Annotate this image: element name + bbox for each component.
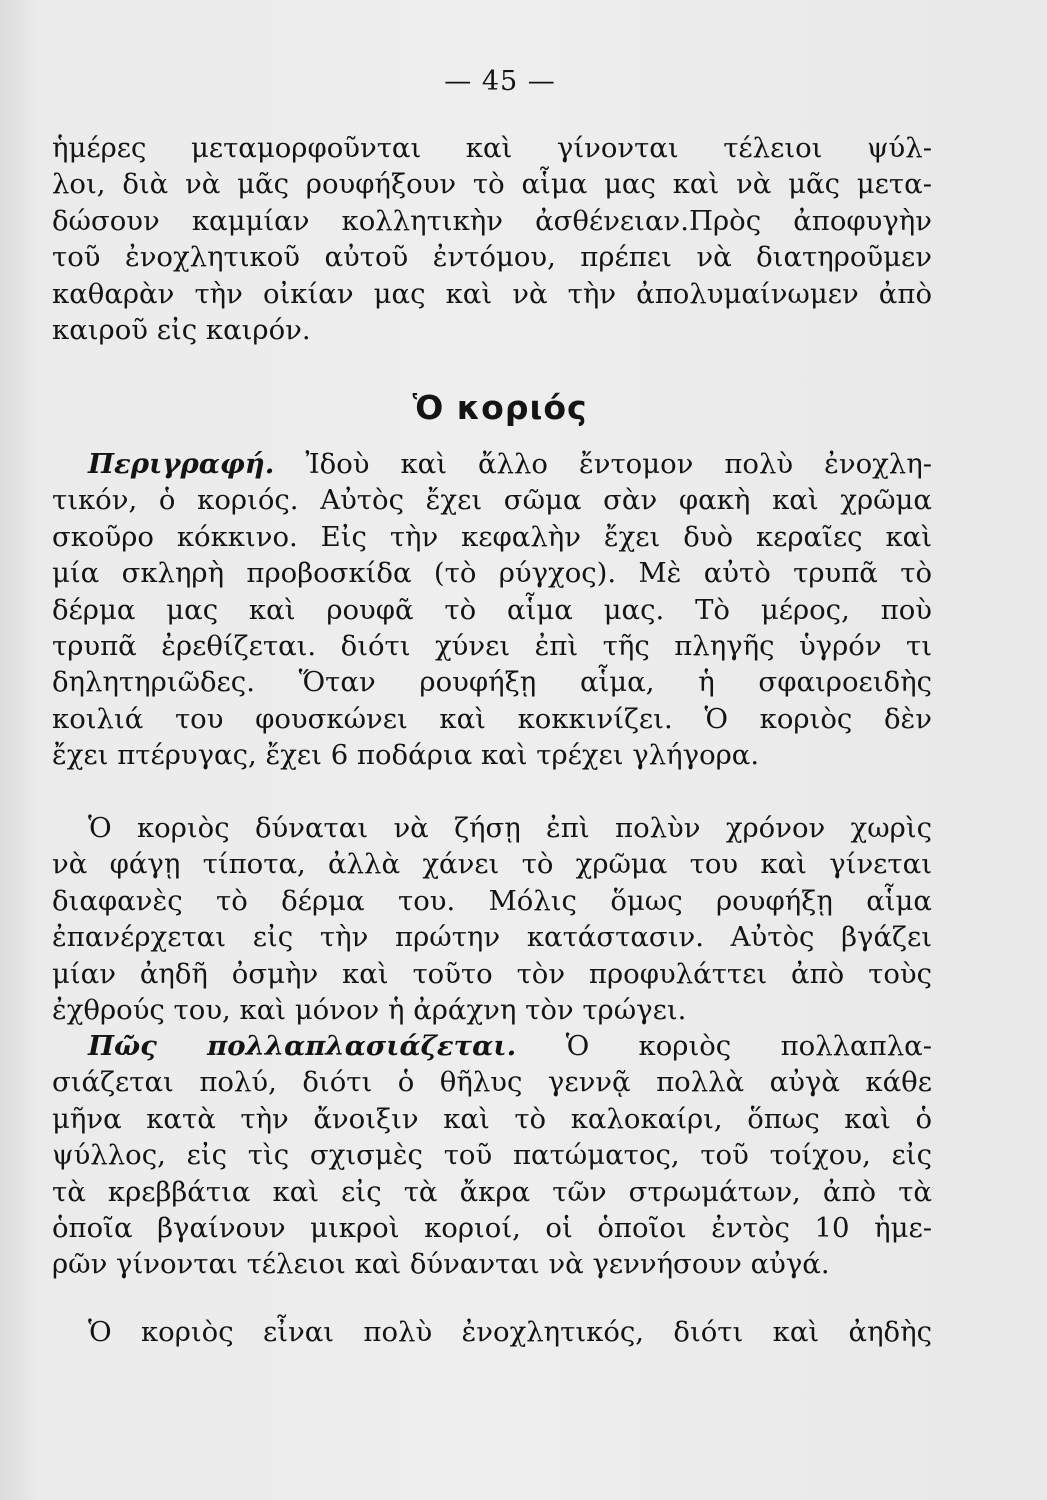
text-line: μῆνα κατὰ τὴν ἄνοιξιν καὶ τὸ καλοκαίρι, ὅπως καὶ ὁ [52, 1102, 932, 1135]
page-number: — 45 — [444, 66, 556, 97]
survival-paragraph [52, 810, 932, 1028]
final-paragraph [52, 1314, 932, 1350]
text-line: λοι, διὰ νὰ μᾶς ρουφήξουν τὸ αἷμα μας καὶ νὰ μᾶς μετα- [52, 168, 932, 201]
multiplication-first-line: Ὁ κοριὸς πολλαπλα- [565, 1030, 932, 1062]
text-line: τικόν, ὁ κοριός. Αὐτὸς ἔχει σῶμα σὰν φακὴ καὶ χρῶμα [52, 484, 932, 517]
text-line: ἐπανέρχεται εἰς τὴν πρώτην κατάστασιν. Αὐτὸς βγάζει [52, 921, 932, 954]
text-line: τρυπᾶ ἐρεθίζεται. διότι χύνει ἐπὶ τῆς πληγῆς ὑγρόν τι [52, 629, 932, 662]
text-line: τοῦ ἐνοχλητικοῦ αὐτοῦ ἐντόμου, πρέπει νὰ διατηροῦμεν [52, 241, 932, 274]
text-line: τὰ κρεββάτια καὶ εἰς τὰ ἄκρα τῶν στρωμάτων, ἀπὸ τὰ [52, 1175, 932, 1208]
text-line: ἔχει πτέρυγας, ἔχει 6 ποδάρια καὶ τρέχει γλήγορα. [52, 739, 760, 772]
text-line [52, 1028, 932, 1064]
text-line: διαφανὲς τὸ δέρμα του. Μόλις ὅμως ρουφήξῃ αἷμα [52, 884, 932, 917]
text-line: μία σκληρὴ προβοσκίδα (τὸ ρύγχος). Μὲ αὐτὸ τρυπᾶ τὸ [52, 557, 932, 590]
description-paragraph [52, 446, 932, 774]
text-line: ἐχθρούς του, καὶ μόνον ἡ ἀράχνη τὸν τρώγει. [52, 993, 687, 1026]
text-line [52, 446, 932, 482]
multiplication-paragraph [52, 1028, 932, 1283]
text-line: κοιλιά του φουσκώνει καὶ κοκκινίζει. Ὁ κοριὸς δὲν [52, 702, 932, 735]
section-heading: Ὁ κοριός [412, 388, 588, 427]
multiplication-label: Πῶς πολλαπλασιάζεται. [88, 1030, 517, 1062]
description-label: Περιγραφή. [88, 448, 275, 480]
text-line: νὰ φάγῃ τίποτα, ἀλλὰ χάνει τὸ χρῶμα του καὶ γίνεται [52, 848, 932, 881]
text-line: καιροῦ εἰς καιρόν. [52, 313, 311, 346]
text-line: σκοῦρο κόκκινο. Εἰς τὴν κεφαλὴν ἔχει δυὸ κεραῖες καὶ [52, 520, 932, 553]
continued-paragraph [52, 130, 932, 348]
text-line: ἡμέρες μεταμορφοῦνται καὶ γίνονται τέλειοι ψύλ- [52, 132, 932, 164]
text-line: σιάζεται πολύ, διότι ὁ θῆλυς γεννᾷ πολλὰ αὐγὰ κάθε [52, 1066, 932, 1099]
description-first-line: Ἰδοὺ καὶ ἄλλο ἔντομον πολὺ ἐνοχλη- [305, 448, 932, 480]
text-line: Ὁ κοριὸς εἶναι πολὺ ἐνοχλητικός, διότι καὶ ἀηδὴς [88, 1316, 932, 1348]
text-line: ὁποῖα βγαίνουν μικροὶ κοριοί, οἱ ὁποῖοι ἐντὸς 10 ἡμε- [52, 1211, 932, 1244]
text-line: δώσουν καμμίαν κολλητικὴν ἀσθένειαν.Πρὸς ἀποφυγὴν [52, 204, 932, 237]
text-line: ψύλλος, εἰς τὶς σχισμὲς τοῦ πατώματος, τοῦ τοίχου, εἰς [52, 1139, 932, 1172]
text-line: ρῶν γίνονται τέλειοι καὶ δύνανται νὰ γεννήσουν αὐγά. [52, 1248, 830, 1281]
text-line: δέρμα μας καὶ ρουφᾶ τὸ αἷμα μας. Τὸ μέρος, ποὺ [52, 593, 932, 626]
text-line: καθαρὰν τὴν οἰκίαν μας καὶ νὰ τὴν ἀπολυμαίνωμεν ἀπὸ [52, 277, 932, 310]
text-line: δηλητηριῶδες. Ὅταν ρουφήξῃ αἷμα, ἡ σφαιροειδὴς [52, 666, 932, 699]
text-line: Ὁ κοριὸς δύναται νὰ ζήσῃ ἐπὶ πολὺν χρόνον χωρὶς [88, 812, 932, 844]
text-line: μίαν ἀηδῆ ὀσμὴν καὶ τοῦτο τὸν προφυλάττει ἀπὸ τοὺς [52, 957, 932, 990]
